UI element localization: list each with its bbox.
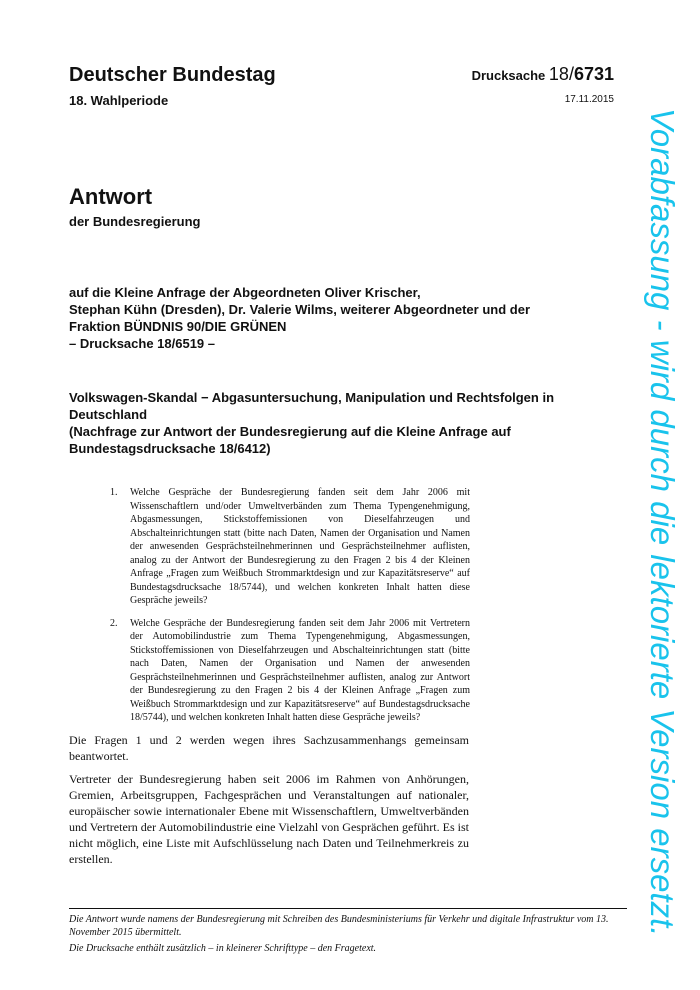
footer-note-transmission: Die Antwort wurde namens der Bundesregierung mit Schreiben des Bundesministeriums für Verkehr und digitale Infrastruktur vom 13. November 2015 übermittelt. bbox=[69, 914, 609, 938]
question-number: 2. bbox=[110, 617, 118, 629]
draft-watermark: Vorabfassung - wird durch die lektorierte Version ersetzt. bbox=[644, 108, 681, 937]
anfrage-line: auf die Kleine Anfrage der Abgeordneten Oliver Krischer, bbox=[69, 285, 421, 300]
election-period: 18. Wahlperiode bbox=[69, 93, 169, 108]
answer-paragraph: Die Fragen 1 und 2 werden wegen ihres Sachzusammenhangs gemeinsam beantwortet. bbox=[69, 733, 469, 763]
anfrage-line: Stephan Kühn (Dresden), Dr. Valerie Wilms, weiterer Abgeordneter und der bbox=[69, 302, 530, 317]
subject-line: Deutschland bbox=[69, 407, 148, 422]
answer-block bbox=[69, 732, 469, 874]
subject-line: (Nachfrage zur Antwort der Bundesregierung auf die Kleine Anfrage auf bbox=[69, 424, 511, 439]
subject-line: Volkswagen-Skandal − Abgasuntersuchung, Manipulation und Rechtsfolgen in bbox=[69, 390, 555, 405]
question-text: Welche Gespräche der Bundesregierung fanden seit dem Jahr 2006 mit Wissenschaftlern und/oder Umweltverbänden zum Thema Typengenehmigung, Abgasmessungen, Stickstoffemissionen von Dieselfahrzeugen und Abschalteinrichtungen statt (bitte nach Daten, Namen der Organisation und Namen der anwesenden Gesprächsteilnehmerinnen und Gesprächsteilnehmer auflisten, analog zu der Antwort der Bundesregierung zu den Fragen 2 bis 4 der Kleinen Anfrage „Fragen zum Weißbuch Strommarktdesign und zur Kapazitätsreserve“ auf Bundestagsdrucksache 18/5744), und welchen konkreten Inhalt hatten diese Gespräche jeweils? bbox=[130, 487, 470, 606]
drucksache-reference bbox=[472, 64, 614, 85]
institution-name: Deutscher Bundestag bbox=[69, 64, 276, 86]
document-date: 17.11.2015 bbox=[564, 94, 614, 105]
document-subtitle: der Bundesregierung bbox=[69, 214, 201, 229]
anfrage-block bbox=[69, 284, 589, 352]
anfrage-line: – Drucksache 18/6519 – bbox=[69, 336, 215, 351]
document-title: Antwort bbox=[69, 184, 153, 209]
subject-block bbox=[69, 389, 614, 457]
answer-paragraph: Vertreter der Bundesregierung haben seit 2006 im Rahmen von Anhörungen, Gremien, Arbeitsgruppen, Fachgesprächen und Veranstaltungen auf nationaler, europäischer sowie internationaler Ebene mit Wissenschaftlern, Umweltverbänden und Vertretern der Automobilindustrie eine Vielzahl von Gesprächen geführt. Es ist nicht möglich, eine Liste mit Aufschlüsselung nach Daten und Teilnehmerkreis zu erstellen. bbox=[69, 772, 469, 866]
footer-notes bbox=[69, 913, 629, 958]
drucksache-id: 6731 bbox=[573, 64, 614, 84]
anfrage-line: Fraktion BÜNDNIS 90/DIE GRÜNEN bbox=[69, 319, 287, 334]
question-text: Welche Gespräche der Bundesregierung fanden seit dem Jahr 2006 mit Vertretern der Automobilindustrie zum Thema Typengenehmigung, Abgasmessungen, Stickstoffemissionen von Dieselfahrzeugen und Abschalteinrichtungen statt (bitte nach Daten, Namen der Organisation und Namen der anwesenden Gesprächsteilnehmerinnen und Gesprächsteilnehmer auflisten, analog zur Antwort der Bundesregierung zu den Fragen 2 bis 4 der Kleinen Anfrage „Fragen zum Weißbuch Strommarktdesign und zur Kapazitätsreserve“ auf Bundestagsdrucksache 18/5744), und welchen konkreten Inhalt hatten diese Gespräche jeweils? bbox=[130, 617, 470, 723]
footer-note-fragetext: Die Drucksache enthält zusätzlich – in kleinerer Schrifttype – den Fragetext. bbox=[69, 943, 377, 954]
question-item bbox=[110, 617, 470, 725]
subject-line: Bundestagsdrucksache 18/6412) bbox=[69, 441, 271, 456]
footer-divider bbox=[69, 908, 627, 909]
questions-list bbox=[110, 486, 470, 734]
drucksache-label: Drucksache bbox=[471, 68, 546, 83]
drucksache-prefix: 18/ bbox=[548, 64, 574, 84]
question-number: 1. bbox=[110, 487, 118, 498]
drucksache-number bbox=[549, 64, 614, 84]
question-item bbox=[110, 486, 470, 608]
